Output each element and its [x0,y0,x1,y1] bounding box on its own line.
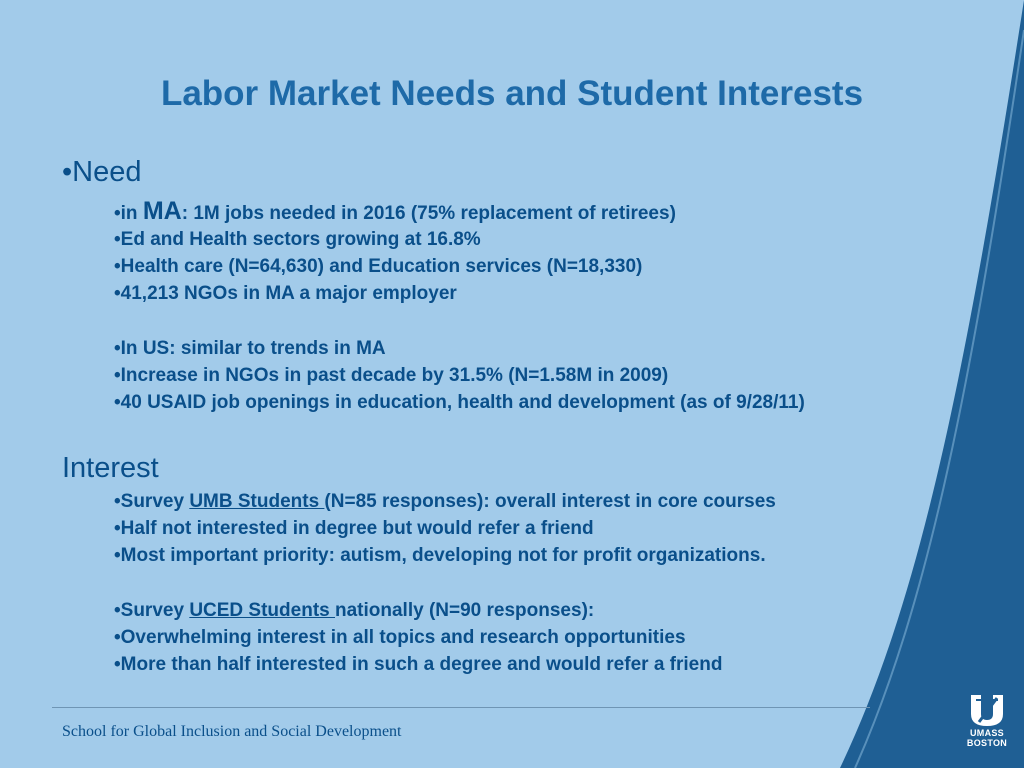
umb-students-link[interactable]: UMB Students [189,491,325,512]
list-item-ma-jobs: •in MA: 1M jobs needed in 2016 (75% replacement of retirees) [114,197,676,225]
interest-heading: Interest [62,452,159,484]
list-item-umb-survey: •Survey UMB Students (N=85 responses): overall interest in core courses [114,491,776,512]
list-item: •41,213 NGOs in MA a major employer [114,283,457,304]
uced-students-link[interactable]: UCED Students [189,600,335,621]
umass-boston-logo [962,692,1012,756]
umass-u-mark-icon [967,692,1007,728]
list-item: •40 USAID job openings in education, health and development (as of 9/28/11) [114,392,805,413]
logo-text-umass: UMASS [969,728,1004,738]
list-item: •More than half interested in such a degree and would refer a friend [114,654,723,675]
need-heading: •Need [62,156,142,188]
slide-title: Labor Market Needs and Student Interests [160,74,864,113]
list-item-uced-survey: •Survey UCED Students nationally (N=90 responses): [114,600,595,621]
list-item: •Increase in NGOs in past decade by 31.5% (N=1.58M in 2009) [114,365,669,386]
list-item: •Ed and Health sectors growing at 16.8% [114,229,481,250]
footer-divider [52,707,870,708]
list-item: •Overwhelming interest in all topics and research opportunities [114,627,686,648]
logo-text-boston: BOSTON [966,738,1008,748]
list-item: •Health care (N=64,630) and Education services (N=18,330) [114,256,643,277]
list-item: •Most important priority: autism, developing not for profit organizations. [114,545,766,566]
list-item: •In US: similar to trends in MA [114,338,386,359]
footer-text: School for Global Inclusion and Social Development [62,723,402,740]
list-item: •Half not interested in degree but would refer a friend [114,518,594,539]
